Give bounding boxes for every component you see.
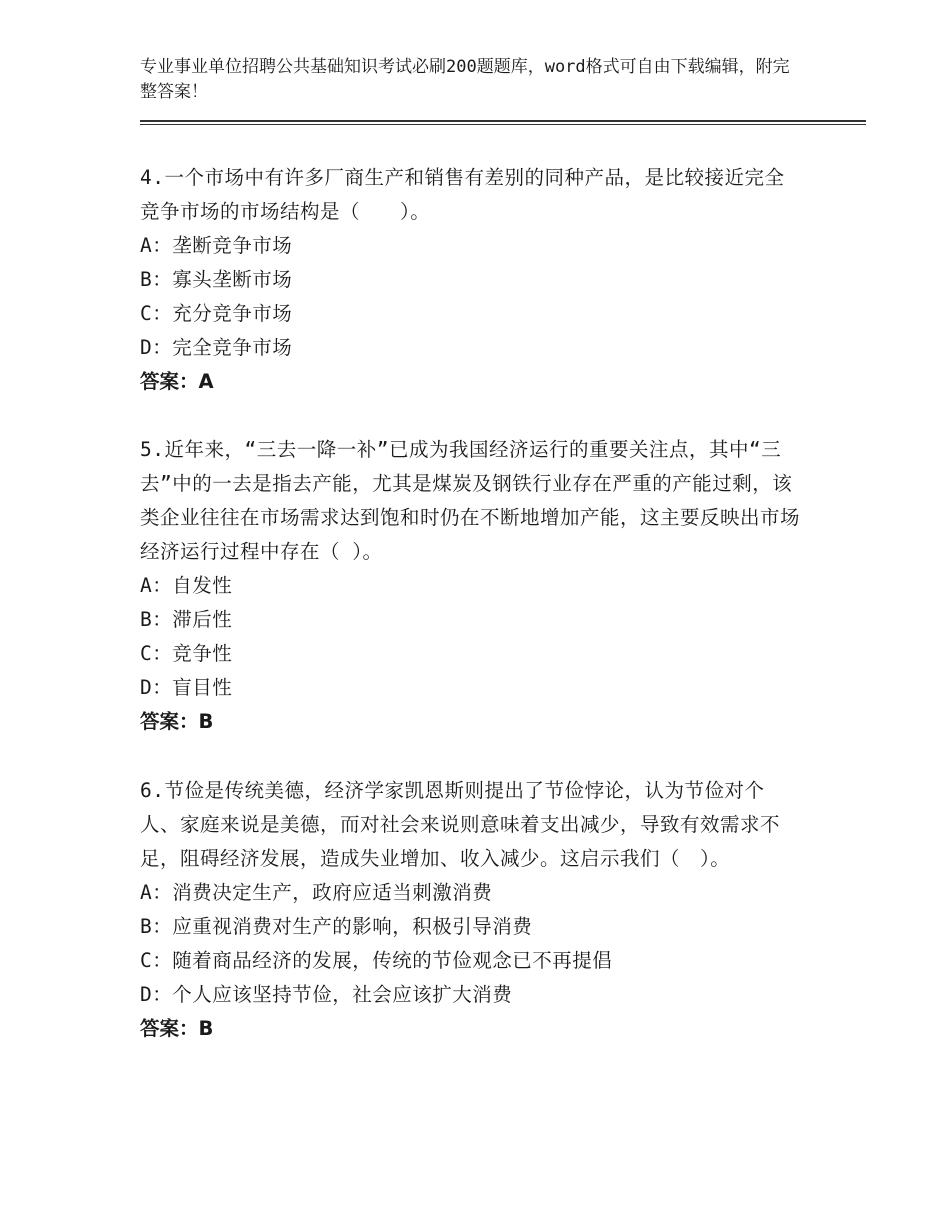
option-a: A：消费决定生产，政府应适当刺激消费: [140, 881, 493, 904]
question-4: [140, 161, 800, 399]
option-d: D：个人应该坚持节俭，社会应该扩大消费: [140, 983, 513, 1006]
document-header: 专业事业单位招聘公共基础知识考试必刷200题题库，word格式可自由下载编辑，附完整答案！: [140, 57, 790, 102]
option-a: A：自发性: [140, 574, 233, 597]
option-c: C：竞争性: [140, 642, 233, 665]
answer: 答案：B: [140, 710, 214, 733]
option-c: C：充分竞争市场: [140, 302, 293, 325]
option-d: D：盲目性: [140, 676, 233, 699]
header-divider-thin: [140, 124, 866, 125]
option-a: A：垄断竞争市场: [140, 234, 293, 257]
option-c: C：随着商品经济的发展，传统的节俭观念已不再提倡: [140, 949, 613, 972]
answer: 答案：A: [140, 370, 214, 393]
question-text: 5.近年来，“三去一降一补”已成为我国经济运行的重要关注点，其中“三去”中的一去是指去产能，尤其是煤炭及钢铁行业存在严重的产能过剩，该类企业往往在市场需求达到饱和时仍在不断地增加产能，这主要反映出市场经济运行过程中存在（ ）。: [140, 438, 801, 563]
question-text: 4.一个市场中有许多厂商生产和销售有差别的同种产品，是比较接近完全竞争市场的市场结构是（ ）。: [140, 166, 785, 223]
header-divider: [140, 120, 866, 122]
option-d: D：完全竞争市场: [140, 336, 293, 359]
question-5: [140, 433, 800, 739]
question-text: 6.节俭是传统美德，经济学家凯恩斯则提出了节俭悖论，认为节俭对个人、家庭来说是美德，而对社会来说则意味着支出减少，导致有效需求不足，阻碍经济发展，造成失业增加、收入减少。这启示我们（ ）。: [140, 779, 781, 870]
option-b: B：应重视消费对生产的影响，积极引导消费: [140, 915, 533, 938]
question-6: [140, 774, 800, 1046]
option-b: B：滞后性: [140, 608, 233, 631]
option-b: B：寡头垄断市场: [140, 268, 293, 291]
answer: 答案：B: [140, 1017, 214, 1040]
